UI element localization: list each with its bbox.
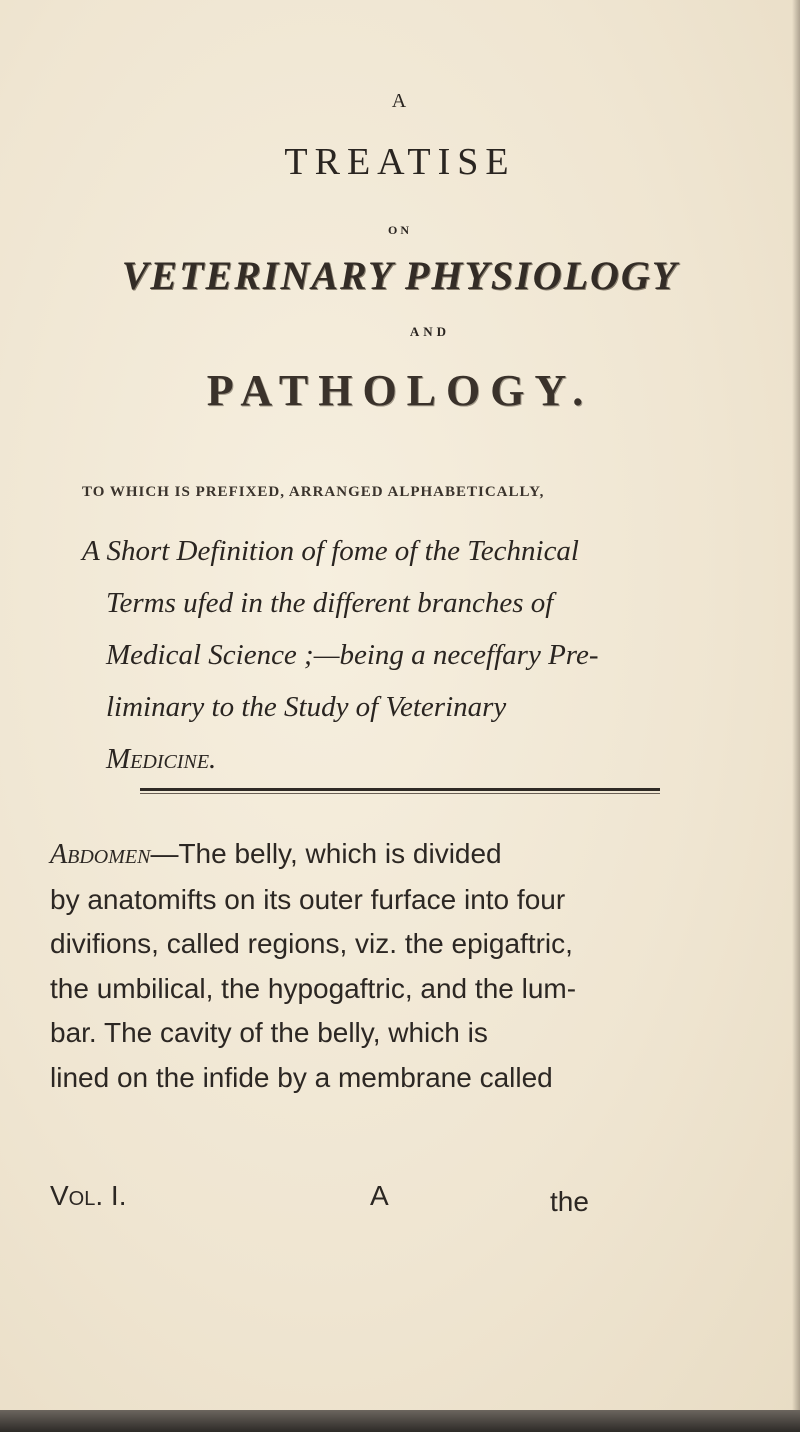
prefixed-line: TO WHICH IS PREFIXED, ARRANGED ALPHABETICALLY, [82,484,545,500]
title-on: ON [388,223,412,237]
entry-line-first [50,832,770,878]
entry-line: the umbilical, the hypogaftric, and the lum- [50,972,577,1004]
signature-mark: A [370,1180,389,1211]
catchword: the [550,1186,589,1217]
description-line: A Short Definition of fome of the Technical [82,535,579,567]
description-line: Medical Science ;—being a neceffary Pre- [106,639,599,671]
entry-text [50,832,770,1100]
page-edge-shadow [792,0,800,1432]
description-line: Medicine. [106,743,217,775]
title-and: AND [409,324,451,339]
description-block [82,525,772,785]
page-footer [50,1180,770,1230]
entry-line: divifions, called regions, viz. the epigaftric, [50,928,573,959]
title-subject-veterinary-physiology: VETERINARY PHYSIOLOGY [121,253,679,298]
scan-bottom-edge [0,1410,800,1432]
title-subject-pathology: PATHOLOGY. [206,366,594,415]
title-article: A [391,90,409,112]
volume-label: Vol. I. [50,1180,127,1211]
entry-line: —The belly, which is divided [150,838,502,869]
entry-line: lined on the infide by a membrane called [50,1061,553,1093]
description-line: liminary to the Study of Veterinary [106,691,507,723]
title-treatise: TREATISE [284,141,516,183]
description-line: Terms ufed in the different branches of [106,587,554,619]
entry-line: by anatomifts on its outer furface into four [50,883,566,915]
divider-rule [140,788,660,794]
entry-headword: Abdomen [50,839,151,870]
entry-line: bar. The cavity of the belly, which is [50,1017,488,1048]
